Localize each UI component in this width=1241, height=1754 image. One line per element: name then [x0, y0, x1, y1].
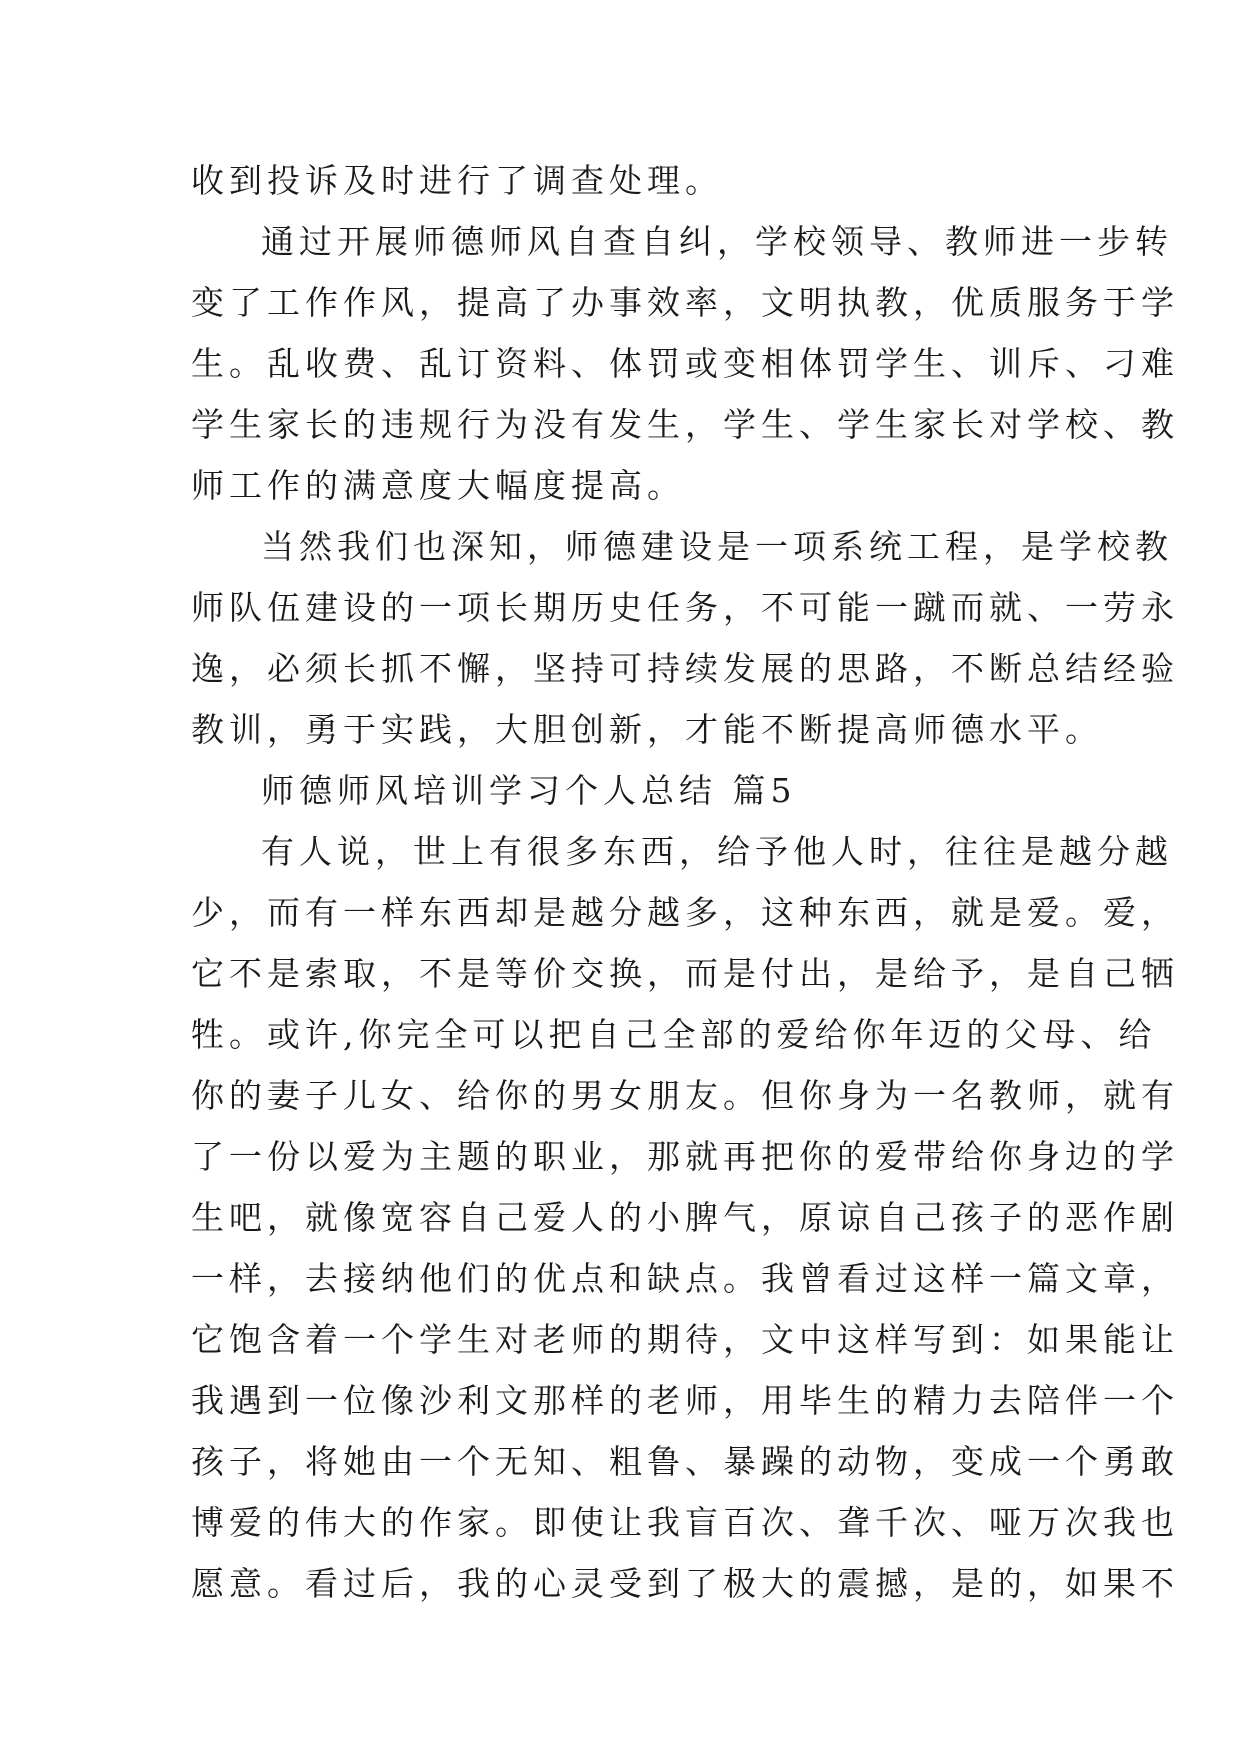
- text-line: 变了工作作风，提高了办事效率，文明执教，优质服务于学: [191, 283, 1179, 322]
- text-line: 一样，去接纳他们的优点和缺点。我曾看过这样一篇文章，: [191, 1259, 1179, 1298]
- text-line: 当然我们也深知，师德建设是一项系统工程，是学校教: [261, 527, 1173, 566]
- text-line: 生吧，就像宽容自己爱人的小脾气，原谅自己孩子的恶作剧: [191, 1198, 1179, 1237]
- text-line: 了一份以爱为主题的职业，那就再把你的爱带给你身边的学: [191, 1137, 1179, 1176]
- text-line: 师德师风培训学习个人总结 篇5: [261, 771, 797, 810]
- text-line: 牲。或许,你完全可以把自己全部的爱给你年迈的父母、给: [191, 1015, 1157, 1054]
- text-line: 教训，勇于实践，大胆创新，才能不断提高师德水平。: [191, 710, 1103, 749]
- text-line: 我遇到一位像沙利文那样的老师，用毕生的精力去陪伴一个: [191, 1381, 1179, 1420]
- text-line: 你的妻子儿女、给你的男女朋友。但你身为一名教师，就有: [191, 1076, 1179, 1115]
- text-line: 少，而有一样东西却是越分越多，这种东西，就是爱。爱，: [191, 893, 1179, 932]
- text-line: 通过开展师德师风自查自纠，学校领导、教师进一步转: [261, 222, 1173, 261]
- text-line: 有人说，世上有很多东西，给予他人时，往往是越分越: [261, 832, 1173, 871]
- document-body: [191, 150, 1179, 1614]
- text-line: 博爱的伟大的作家。即使让我盲百次、聋千次、哑万次我也: [191, 1503, 1179, 1542]
- text-line: 收到投诉及时进行了调查处理。: [191, 161, 723, 200]
- text-line: 它饱含着一个学生对老师的期待，文中这样写到：如果能让: [191, 1320, 1179, 1359]
- text-line: 师队伍建设的一项长期历史任务，不可能一蹴而就、一劳永: [191, 588, 1179, 627]
- text-line: 愿意。看过后，我的心灵受到了极大的震撼，是的，如果不: [191, 1564, 1179, 1603]
- text-line: 它不是索取，不是等价交换，而是付出，是给予，是自己牺: [191, 954, 1179, 993]
- text-line: 孩子，将她由一个无知、粗鲁、暴躁的动物，变成一个勇敢: [191, 1442, 1179, 1481]
- text-line: 逸，必须长抓不懈，坚持可持续发展的思路，不断总结经验: [191, 649, 1179, 688]
- text-line: 生。乱收费、乱订资料、体罚或变相体罚学生、训斥、刁难: [191, 344, 1179, 383]
- text-line: 学生家长的违规行为没有发生，学生、学生家长对学校、教: [191, 405, 1179, 444]
- text-line: 师工作的满意度大幅度提高。: [191, 466, 685, 505]
